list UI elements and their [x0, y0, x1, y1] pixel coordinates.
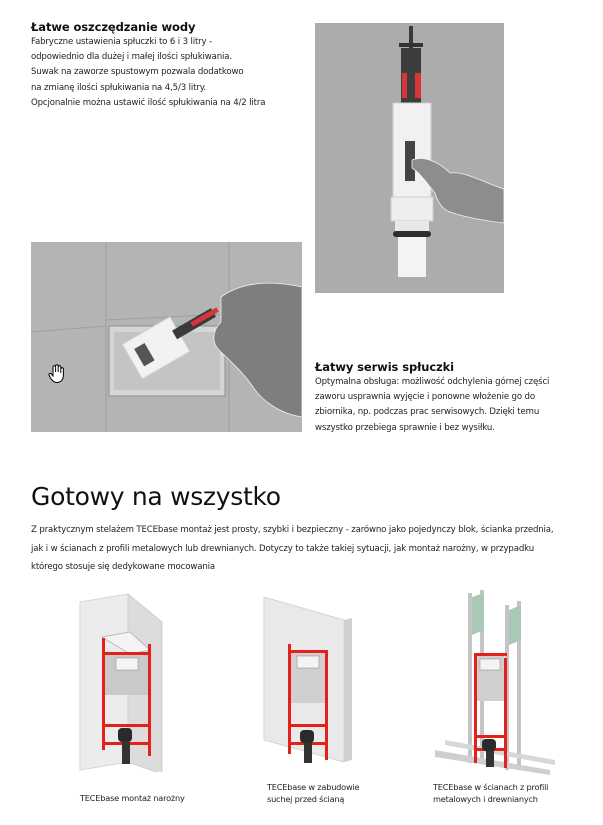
water-saving-section [31, 20, 301, 111]
product-caption-drywall [267, 781, 417, 805]
flush-valve-service-photo [31, 242, 302, 432]
service-text-line: zaworu usprawnia wyjęcie i ponowne włożenie go do [315, 392, 535, 403]
ready-intro [31, 521, 601, 578]
caption-line: suchej przed ścianą [267, 794, 345, 804]
water-saving-text-line: Opcjonalnie można ustawić ilość spłukiwania na 4/2 litra [31, 97, 266, 108]
corner-frame-illustration [70, 592, 170, 772]
caption-line: TECEbase w ścianach z profili [433, 782, 549, 792]
service-text-line: Optymalna obsługa: możliwość odchylenia górnej części [315, 377, 550, 387]
service-text-line: wszystko przebiega sprawnie i bez wysiłku. [315, 422, 495, 433]
water-saving-title: Łatwe oszczędzanie wody [31, 20, 196, 34]
drywall-frame-illustration [262, 592, 362, 767]
flush-valve-illustration [315, 23, 504, 293]
service-title: Łatwy serwis spłuczki [315, 360, 455, 374]
service-text-line: zbiornika, np. podczas prac serwisowych. Dzięki temu [315, 407, 540, 418]
caption-line: metalowych i drewnianych [433, 794, 538, 804]
product-stud-wall-installation [430, 585, 570, 780]
intro-text-line: jak i w ścianach z profili metalowych lub drewnianych. Dotyczy to także takiej sytuacji, jak montaż narożny, w przypadku [31, 543, 535, 554]
service-illustration [31, 242, 302, 432]
hand-pointer-cursor-icon [47, 363, 67, 384]
caption-line: TECEbase montaż narożny [80, 793, 185, 803]
stud-wall-frame-illustration [430, 585, 570, 780]
water-saving-text-line: odpowiednio dla dużej i małej ilości spłukiwania. [31, 52, 232, 63]
page-title: Gotowy na wszystko [31, 482, 281, 511]
product-caption-corner [80, 792, 230, 804]
water-saving-text-line: Suwak na zaworze spustowym pozwala dodatkowo [31, 67, 244, 78]
water-saving-text-line: Fabryczne ustawienia spłuczki to 6 i 3 litry - [31, 37, 213, 47]
product-corner-installation [70, 592, 170, 772]
caption-line: TECEbase w zabudowie [267, 782, 360, 792]
intro-text-line: Z praktycznym stelażem TECEbase montaż jest prosty, szybki i bezpieczny - zarówno jako pojedynczy blok, ścianka przednia, [31, 525, 554, 535]
intro-text-line: którego stosuje się dedykowane mocowania [31, 562, 215, 572]
service-section [315, 360, 600, 436]
product-drywall-installation [262, 592, 362, 767]
product-caption-stud-wall [433, 781, 598, 805]
water-saving-text-line: na zmianę ilości spłukiwania na 4,5/3 litry. [31, 82, 206, 93]
flush-valve-adjustment-photo [315, 23, 504, 293]
